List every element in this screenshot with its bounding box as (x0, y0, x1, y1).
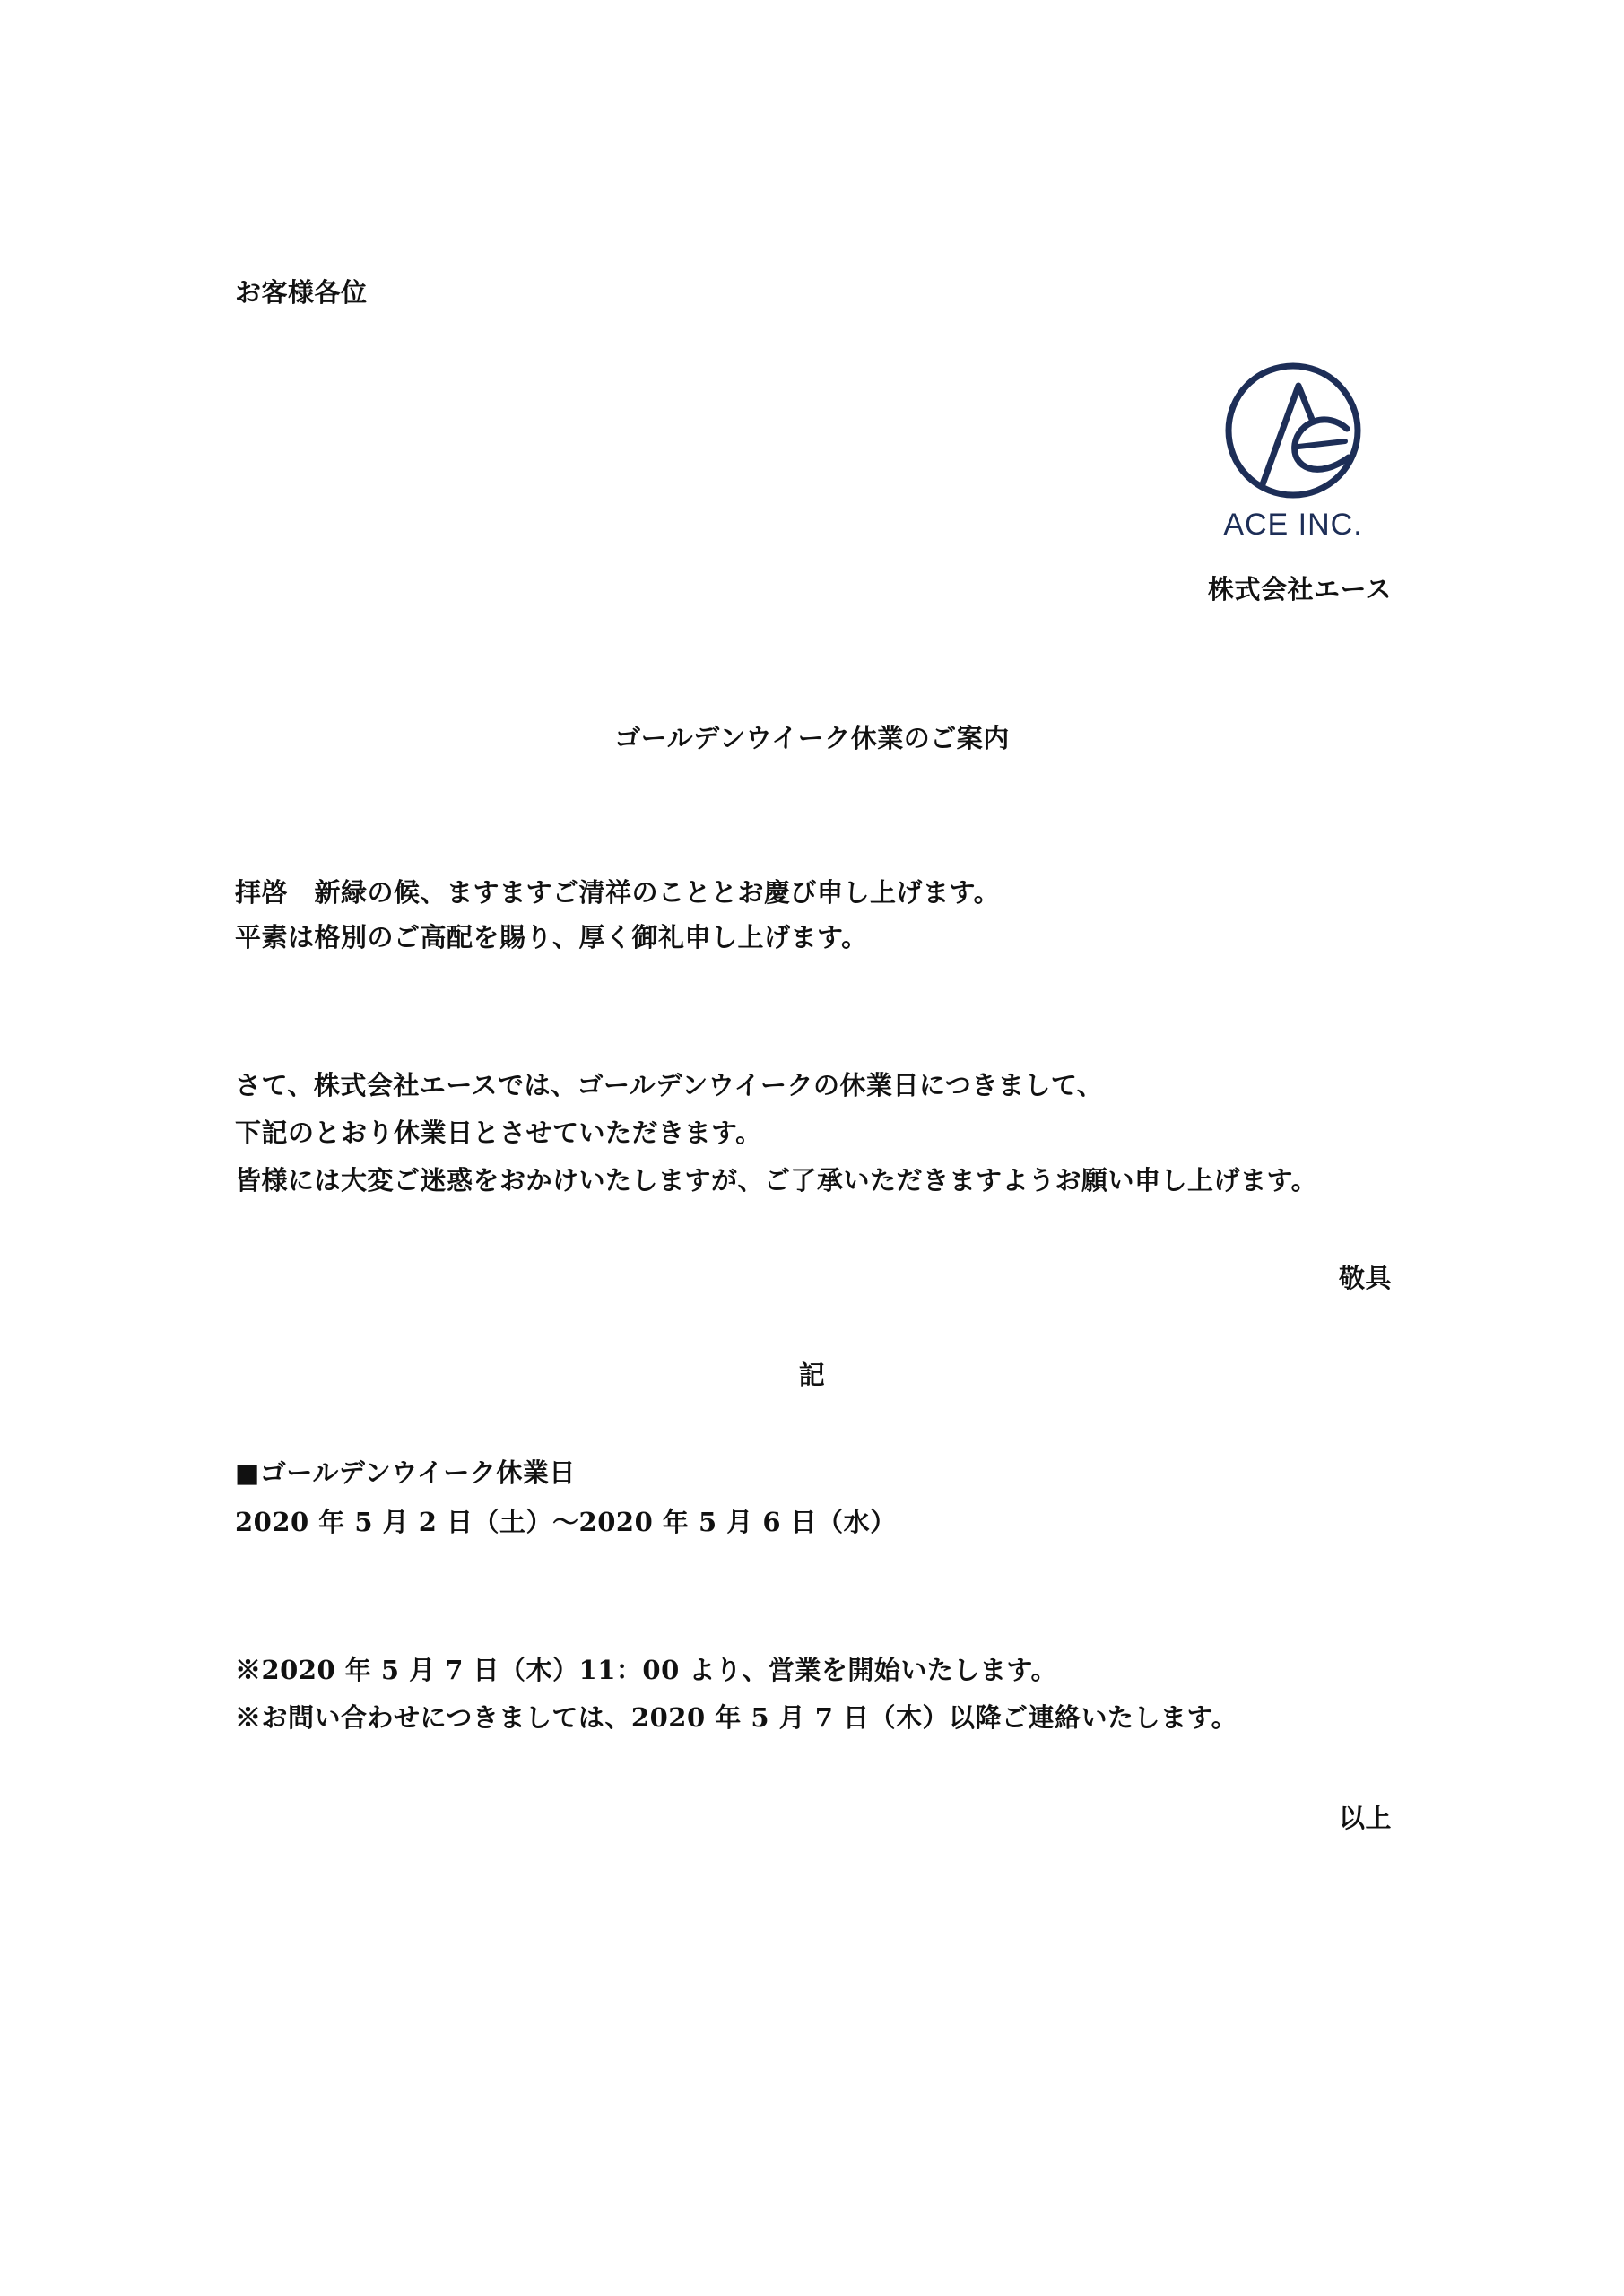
note-line-2: ※お問い合わせにつきましては、2020 年 5 月 7 日（木）以降ご連絡いたします。 (235, 1702, 1238, 1733)
sender-name: 株式会社エース (1207, 574, 1392, 604)
company-logo (1212, 359, 1374, 547)
body-line-2: 下記のとおり休業日とさせていただきます。 (235, 1118, 762, 1148)
body-line-1: さて、株式会社エースでは、ゴールデンウイークの休業日につきまして、 (235, 1070, 1104, 1100)
end-ijou: 以上 (1338, 1803, 1392, 1833)
greeting-line-2: 平素は格別のご高配を賜り、厚く御礼申し上げます。 (235, 922, 868, 952)
logo-text: ACE INC. (1223, 508, 1363, 542)
closing-keigu: 敬具 (1338, 1263, 1392, 1293)
holiday-heading: ■ゴールデンウイーク休業日 (235, 1457, 576, 1488)
note-line-1: ※2020 年 5 月 7 日（木）11：00 より、営業を開始いたします。 (235, 1655, 1058, 1685)
body-line-3: 皆様には大変ご迷惑をおかけいたしますが、ご了承いただきますようお願い申し上げます。 (235, 1165, 1318, 1196)
greeting-line-1: 拝啓 新緑の候、ますますご清祥のこととお慶び申し上げます。 (235, 877, 1001, 908)
ace-circle-a-logo-icon (1212, 359, 1374, 547)
addressee: お客様各位 (235, 277, 368, 308)
holiday-period: 2020 年 5 月 2 日（土）～2020 年 5 月 6 日（水） (235, 1507, 897, 1537)
document-title: ゴールデンウイーク休業のご案内 (614, 723, 1010, 753)
record-heading: 記 (798, 1360, 826, 1390)
